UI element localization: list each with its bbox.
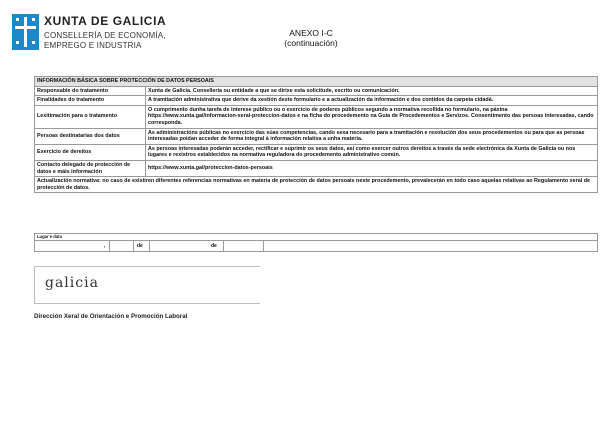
month-field-start bbox=[149, 241, 150, 252]
table-row bbox=[35, 96, 598, 106]
row-value: A tramitación administrativa que derive da xestión deste formulario e a actualización da información e dos contidos da carpeta cidadá. bbox=[146, 96, 598, 106]
date-de-1: de bbox=[137, 243, 143, 249]
table-heading: INFORMACIÓN BÁSICA SOBRE PROTECCIÓN DE DATOS PERSOAIS bbox=[35, 77, 598, 87]
row-label: Persoas destinatarias dos datos bbox=[35, 128, 146, 144]
year-field-start bbox=[223, 241, 224, 252]
place-field-end bbox=[109, 241, 110, 252]
xunta-logo-icon bbox=[12, 14, 39, 50]
row-value: As administracións públicas no exercicio das súas competencias, cando sexa necesario para a tramitación e resolución dos seus procedementos ou para que as persoas interesadas poidan acceder de forma integral á información relativa a unha materia. bbox=[146, 128, 598, 144]
table-row bbox=[35, 128, 598, 144]
row-label: Exercicio de dereitos bbox=[35, 144, 146, 160]
table-footer-row bbox=[35, 177, 598, 193]
annex-title: ANEXO I-C bbox=[289, 28, 333, 38]
row-label: Contacto delegado de protección de datos e máis información bbox=[35, 160, 146, 176]
table-heading-row bbox=[35, 77, 598, 87]
row-value: O cumprimento dunha tarefa de interese público ou o exercicio de poderes públicos segundo a normativa recollida no formulario, na páxina https://www.xunta.gal/informacion-xeral-proteccion-datos e na ficha do procedemento na Guía de Procedementos e Servizos. Consentimento das persoas interesadas, cando corresponda. bbox=[146, 105, 598, 128]
row-value: Xunta de Galicia. Consellería ou entidade a que se dirixe esta solicitude, escrito ou comunicación. bbox=[146, 86, 598, 96]
direction-name: Dirección Xeral de Orientación e Promoción Laboral bbox=[34, 313, 188, 320]
data-protection-table bbox=[34, 76, 598, 193]
table-row bbox=[35, 86, 598, 96]
table-row bbox=[35, 105, 598, 128]
year-field-end bbox=[263, 241, 264, 252]
place-date-row bbox=[34, 240, 598, 252]
department-line-1: CONSELLERÍA DE ECONOMÍA, bbox=[44, 31, 166, 40]
galicia-logo: galicia bbox=[45, 275, 99, 291]
row-value: As persoas interesadas poderán acceder, rectificar e suprimir os seus datos, así como exercer outros dereitos a través da sede electrónica da Xunta de Galicia ou nos lugares e rexistros establecidos na normativa reguladora do procedemento administrativo común. bbox=[146, 144, 598, 160]
day-field-end bbox=[133, 241, 134, 252]
annex-heading bbox=[246, 28, 376, 48]
row-value-link[interactable]: https://www.xunta.gal/proteccion-datos-persoais bbox=[146, 160, 598, 176]
table-row bbox=[35, 144, 598, 160]
org-name: XUNTA DE GALICIA bbox=[44, 14, 167, 28]
place-date-label: Lugar e data bbox=[34, 233, 598, 240]
signature-box bbox=[34, 266, 260, 304]
table-row bbox=[35, 160, 598, 176]
row-label: Responsable do tratamento bbox=[35, 86, 146, 96]
place-comma: , bbox=[104, 243, 106, 249]
department-name bbox=[44, 31, 166, 51]
row-label: Lexitimación para o tratamento bbox=[35, 105, 146, 128]
department-line-2: EMPREGO E INDUSTRIA bbox=[44, 41, 142, 50]
date-de-2: de bbox=[211, 243, 217, 249]
table-footer-note: Actualización normativa: no caso de existiren diferentes referencias normativas en materia de protección de datos persoais neste procedemento, prevalecerán en todo caso aquelas relativas ao Regulamento xeral de protección de datos. bbox=[35, 177, 598, 193]
row-label: Finalidades do tratamento bbox=[35, 96, 146, 106]
annex-subtitle: (continuación) bbox=[284, 38, 338, 48]
